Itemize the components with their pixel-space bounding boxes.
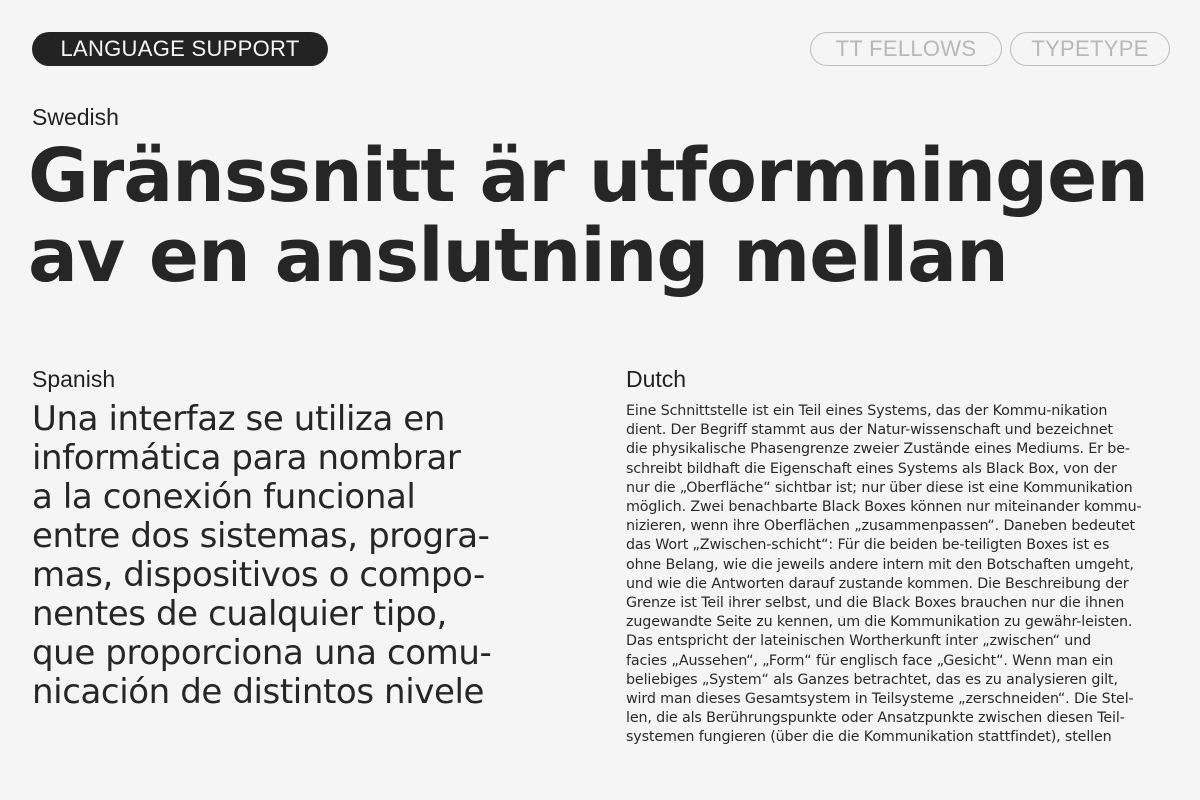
dutch-line: len, die als Berührungspunkte oder Ansatzpunkte zwischen diesen Teil- <box>626 710 1125 727</box>
dutch-line: systemen fungieren (über die die Kommunikation stattfindet), stellen <box>626 729 1112 746</box>
spanish-line: nicación de distintos nivele <box>32 672 485 712</box>
spanish-line: a la conexión funcional <box>32 477 416 517</box>
spanish-line: nentes de cualquier tipo, <box>32 594 447 634</box>
dutch-sample-text <box>626 402 1174 748</box>
dutch-line: Grenze ist Teil ihrer selbst, und die Black Boxes brauchen nur die ihnen <box>626 595 1125 612</box>
swedish-sample-text: Gränssnitt är utformningen av en anslutning mellan <box>28 133 1148 299</box>
spanish-line: Una interfaz se utiliza en <box>32 399 445 439</box>
spanish-line: informática para nombrar <box>32 438 461 478</box>
swedish-label: Swedish <box>32 104 119 130</box>
dutch-line: und wie die Antworten darauf zustande kommen. Die Beschreibung der <box>626 575 1129 592</box>
dutch-line: beliebiges „System“ als Ganzes betrachtet, das es zu analysieren gilt, <box>626 671 1118 688</box>
dutch-label: Dutch <box>626 366 687 392</box>
foundry-tag: TYPETYPE <box>1010 32 1170 66</box>
dutch-line: die physikalische Phasengrenze zweier Zustände eines Mediums. Er be- <box>626 441 1130 458</box>
spanish-label: Spanish <box>32 366 116 392</box>
dutch-line: facies „Aussehen“, „Form“ für englisch face „Gesicht“. Wenn man ein <box>626 652 1114 669</box>
dutch-line: wird man dieses Gesamtsystem in Teilsysteme „zerschneiden“. Die Stel- <box>626 691 1134 708</box>
dutch-line: das Wort „Zwischen-schicht“: Für die beiden be-teiligten Boxes ist es <box>626 537 1110 554</box>
spanish-sample-text <box>32 400 602 712</box>
spanish-line: que proporciona una comu- <box>32 633 492 673</box>
dutch-line: nizieren, wenn ihre Oberflächen „zusammenpassen“. Daneben bedeutet <box>626 518 1135 535</box>
dutch-line: schreibt bildhaft die Eigenschaft eines Systems als Black Box, von der <box>626 460 1117 477</box>
spanish-line: mas, dispositivos o compo- <box>32 555 485 595</box>
dutch-line: dient. Der Begriff stammt aus der Natur-wissenschaft und bezeichnet <box>626 422 1113 439</box>
dutch-line: nur die „Oberfläche“ sichtbar ist; nur über diese ist eine Kommunikation <box>626 479 1133 496</box>
spanish-line: entre dos sistemas, progra- <box>32 516 490 556</box>
dutch-line: zugewandte Seite zu kennen, um die Kommunikation zu gewähr-leisten. <box>626 614 1133 631</box>
dutch-line: ohne Belang, wie die jeweils andere intern mit den Botschaften umgeht, <box>626 556 1134 573</box>
section-label-badge: LANGUAGE SUPPORT <box>32 32 328 66</box>
dutch-line: Das entspricht der lateinischen Wortherkunft inter „zwischen“ und <box>626 633 1092 650</box>
dutch-line: möglich. Zwei benachbarte Black Boxes können nur miteinander kommu- <box>626 499 1142 516</box>
font-name-tag: TT FELLOWS <box>810 32 1002 66</box>
dutch-line: Eine Schnittstelle ist ein Teil eines Systems, das der Kommu-nikation <box>626 403 1108 419</box>
